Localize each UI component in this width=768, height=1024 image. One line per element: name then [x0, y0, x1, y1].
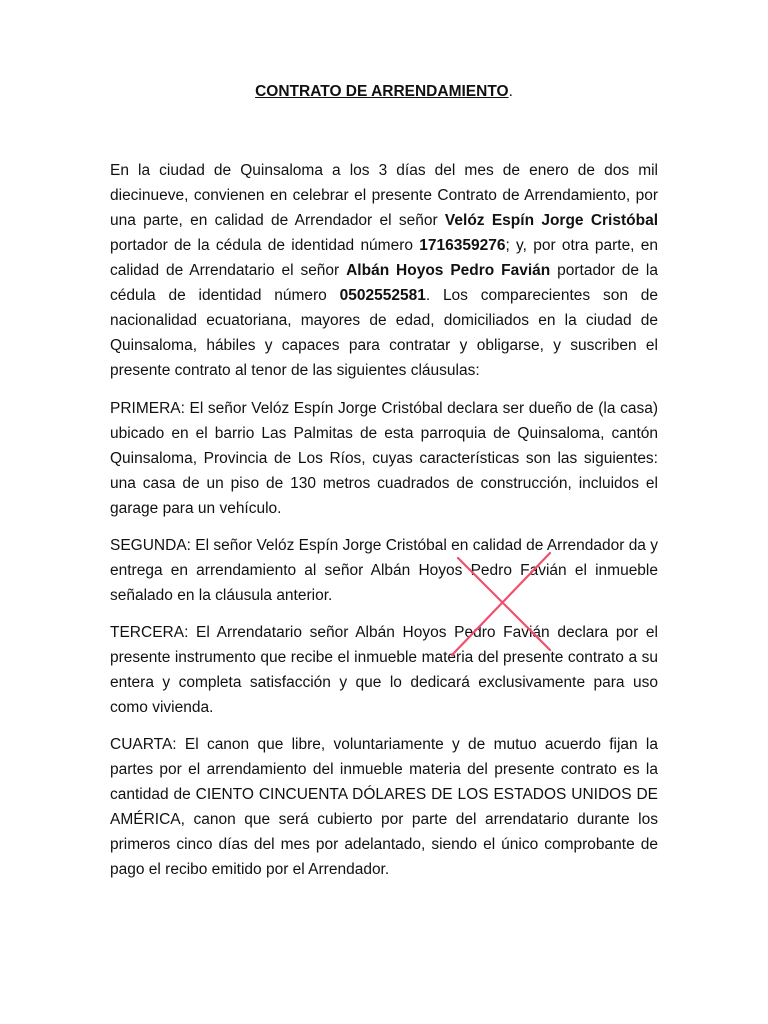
intro-text-1: En la ciudad de Quinsaloma a los 3 días del mes de enero de dos mil diecinueve, convienen en celebrar el presente Contrato de Arrendamiento, por una parte, en calidad de Arrendador el señor	[110, 162, 658, 229]
document-body	[110, 158, 658, 894]
arrendatario-cedula: 0502552581	[339, 287, 426, 304]
arrendador-cedula: 1716359276	[419, 237, 506, 254]
x-stroke-2	[458, 558, 550, 650]
clause-tercera: TERCERA: El Arrendatario señor Albán Hoyos Pedro Favián declara por el presente instrumento que recibe el inmueble materia del presente contrato a su entera y completa satisfacción y que lo dedicará exclusivamente para uso como vivienda.	[110, 624, 658, 716]
intro-text-5: . Los comparecientes son de nacionalidad ecuatoriana, mayores de edad, domiciliados en la ciudad de Quinsaloma, hábiles y capaces para contratar y obligarse, y suscriben el presente contrato al tenor de las siguientes cláusulas:	[110, 287, 658, 379]
title-period: .	[508, 83, 513, 100]
document-title	[0, 83, 768, 101]
clause-primera: PRIMERA: El señor Velóz Espín Jorge Cristóbal declara ser dueño de (la casa) ubicado en el barrio Las Palmitas de esta parroquia de Quinsaloma, cantón Quinsaloma, Provincia de Los Ríos, cuyas características son las siguientes: una casa de un piso de 130 metros cuadrados de construcción, incluidos el garage para un vehículo.	[110, 400, 658, 517]
title-text: CONTRATO DE ARRENDAMIENTO	[255, 83, 509, 100]
red-x-mark	[450, 552, 552, 656]
clause-cuarta: CUARTA: El canon que libre, voluntariamente y de mutuo acuerdo fijan la partes por el arrendamiento del inmueble materia del presente contrato es la cantidad de CIENTO CINCUENTA DÓLARES DE LOS ESTADOS UNIDOS DE AMÉRICA, canon que será cubierto por parte del arrendatario durante los primeros cinco días del mes por adelantado, siendo el único comprobante de pago el recibo emitido por el Arrendador.	[110, 736, 658, 878]
intro-text-4: portador de la cédula de identidad número	[110, 262, 658, 304]
arrendatario-name: Albán Hoyos Pedro Favián	[346, 262, 551, 279]
clause-segunda: SEGUNDA: El señor Velóz Espín Jorge Cristóbal en calidad de Arrendador da y entrega en arrendamiento al señor Albán Hoyos Pedro Favián el inmueble señalado en la cláusula anterior.	[110, 537, 658, 604]
x-stroke-1	[452, 553, 550, 655]
intro-text-3: ; y, por otra parte, en calidad de Arrendatario el señor	[110, 237, 658, 279]
intro-paragraph	[110, 158, 658, 383]
intro-text-2: portador de la cédula de identidad número	[110, 237, 420, 254]
arrendador-name: Velóz Espín Jorge Cristóbal	[444, 212, 658, 229]
